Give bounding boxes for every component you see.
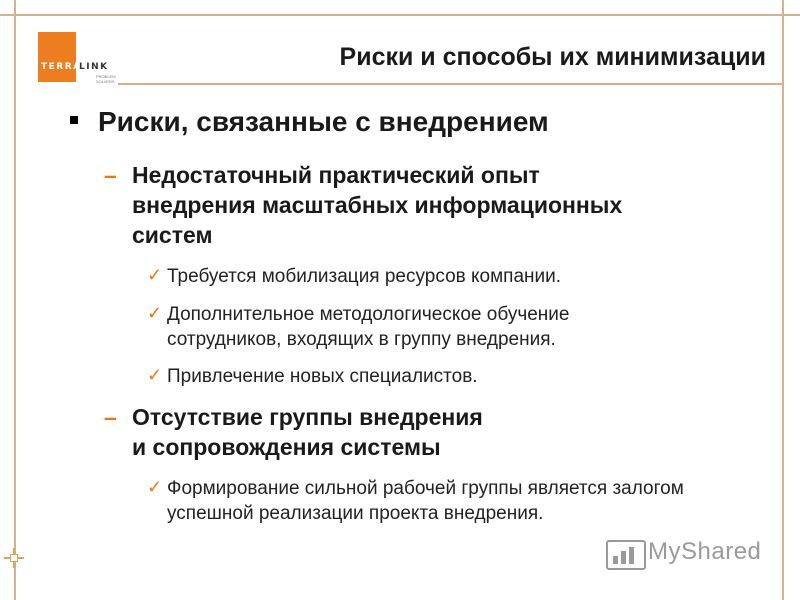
watermark-text: MyShared — [648, 538, 762, 565]
dash-marker: – — [104, 162, 117, 188]
dash-marker: – — [104, 404, 117, 430]
list-item-text: Привлечение новых специалистов. — [167, 366, 478, 387]
checkmark-icon: ✓ — [147, 477, 163, 497]
logo-brand-left: TERRA — [41, 62, 82, 72]
checkmark-icon: ✓ — [147, 303, 163, 323]
frame-top-line — [0, 14, 800, 16]
list-item-text: Формирование сильной рабочей группы является залогом успешной реализации проекта внедрения. — [167, 478, 684, 524]
terralink-logo — [38, 32, 120, 84]
frame-right-line — [782, 0, 784, 600]
logo-subtitle: PROBLEM SOLVERS — [96, 74, 116, 84]
logo-brand-right: LINK — [79, 62, 109, 72]
list-item — [147, 364, 478, 389]
header-divider — [118, 83, 784, 85]
square-bullet-icon — [70, 116, 78, 124]
checkmark-icon: ✓ — [147, 365, 163, 385]
frame-left-line — [14, 0, 16, 600]
list-item-text: Дополнительное методологическое обучение сотрудников, входящих в группу внедрения. — [167, 304, 570, 350]
section-heading — [70, 106, 549, 138]
chart-bars-icon — [606, 540, 646, 570]
slide-title: Риски и способы их минимизации — [339, 43, 766, 71]
logo-orange-block — [38, 32, 76, 82]
list-item — [147, 476, 684, 526]
section-heading-text: Риски, связанные с внедрением — [98, 106, 549, 137]
myshared-watermark — [606, 536, 766, 570]
risk-group-1 — [104, 160, 622, 250]
risk-group-2-title: Отсутствие группы внедрения и сопровождения системы — [132, 404, 483, 460]
list-item-text: Требуется мобилизация ресурсов компании. — [167, 266, 562, 287]
list-item — [147, 264, 561, 289]
risk-group-2 — [104, 402, 483, 462]
crosshair-marker — [4, 548, 24, 568]
list-item — [147, 302, 569, 352]
checkmark-icon: ✓ — [147, 265, 163, 285]
risk-group-1-title: Недостаточный практический опыт внедрения масштабных информационных систем — [132, 162, 623, 248]
